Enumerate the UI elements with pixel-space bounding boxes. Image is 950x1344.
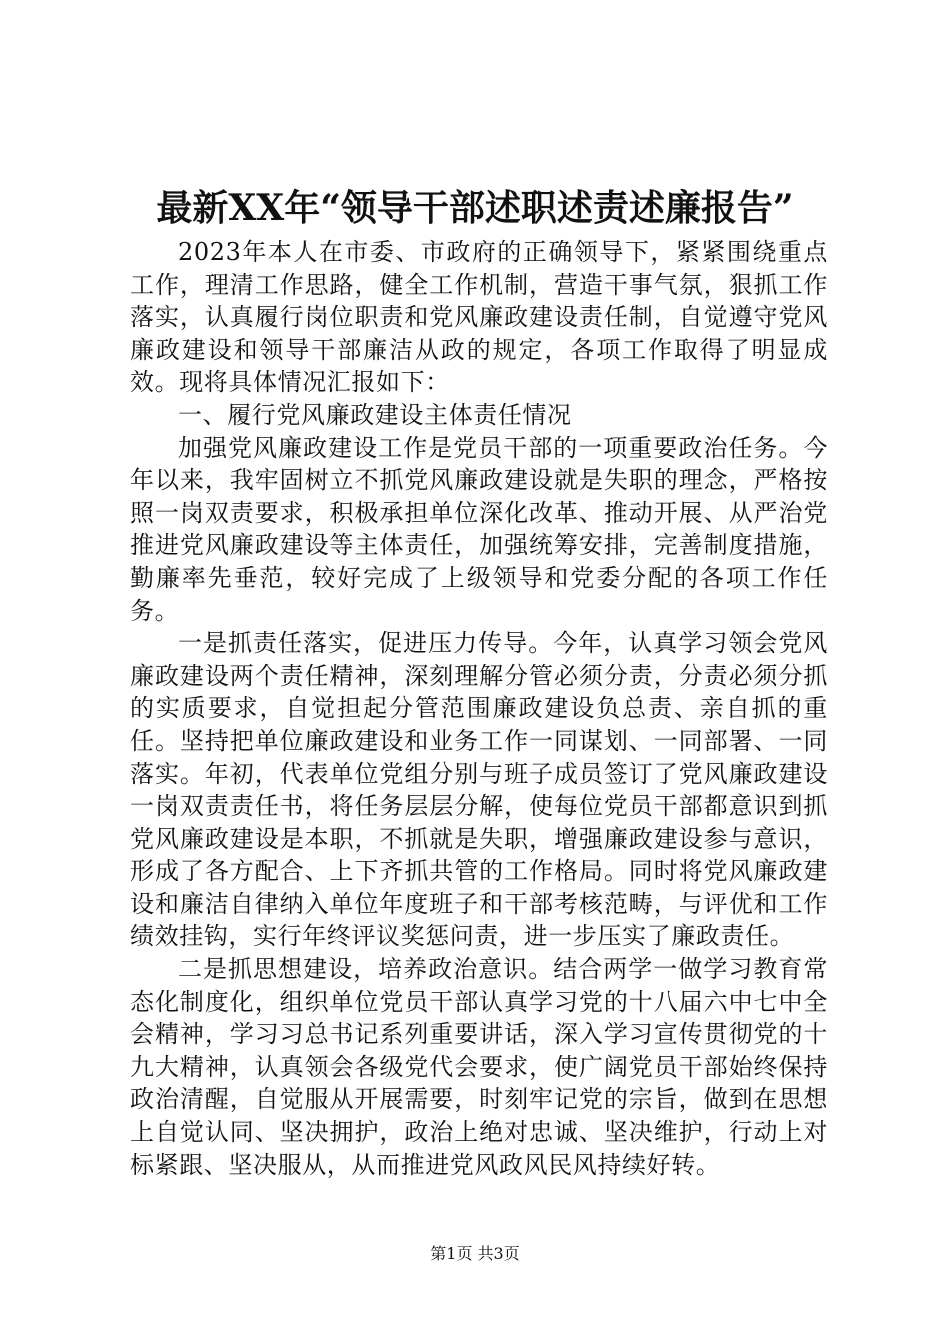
ideology-paragraph: 二是抓思想建设，培养政治意识。结合两学一做学习教育常态化制度化，组织单位党员干部认真学习党的十八届六中七中全会精神，学习习总书记系列重要讲话，深入学习宣传贯彻党的十九大精神，认真领会各级党代会要求，使广阔党员干部始终保持政治清醒，自觉服从开展需要，时刻牢记党的宗旨，做到在思想上自觉认同、坚决拥护，政治上绝对忠诚、坚决维护，行动上对标紧跟、坚决服从，从而推进党风政风民风持续好转。 [130,955,828,1179]
responsibility-paragraph: 一是抓责任落实，促进压力传导。今年，认真学习领会党风廉政建设两个责任精神，深刻理解分管必须分责，分责必须分抓的实质要求，自觉担起分管范围廉政建设负总责、亲自抓的重任。坚持把单位廉政建设和业务工作一同谋划、一同部署、一同落实。年初，代表单位党组分别与班子成员签订了党风廉政建设一岗双责责任书，将任务层层分解，使每位党员干部都意识到抓党风廉政建设是本职，不抓就是失职，增强廉政建设参与意识，形成了各方配合、上下齐抓共管的工作格局。同时将党风廉政建设和廉洁自律纳入单位年度班子和干部考核范畴，与评优和工作绩效挂钩，实行年终评议奖惩问责，进一步压实了廉政责任。 [130,629,828,951]
document-body [130,236,828,1181]
section-heading: 一、履行党风廉政建设主体责任情况 [178,400,572,429]
document-title: 最新XX年“领导干部述职述责述廉报告” [156,187,794,230]
page-number-footer: 第1页 共3页 [430,1244,520,1263]
intro-paragraph: 2023年本人在市委、市政府的正确领导下，紧紧围绕重点工作，理清工作思路，健全工作机制，营造干事气氛，狠抓工作落实，认真履行岗位职责和党风廉政建设责任制，自觉遵守党风廉政建设和领导干部廉洁从政的规定，各项工作取得了明显成效。现将具体情况汇报如下： [130,238,828,397]
section-paragraph: 加强党风廉政建设工作是党员干部的一项重要政治任务。今年以来，我牢固树立不抓党风廉政建设就是失职的理念，严格按照一岗双责要求，积极承担单位深化改革、推动开展、从严治党推进党风廉政建设等主体责任，加强统筹安排，完善制度措施，勤廉率先垂范，较好完成了上级领导和党委分配的各项工作任务。 [130,433,828,625]
